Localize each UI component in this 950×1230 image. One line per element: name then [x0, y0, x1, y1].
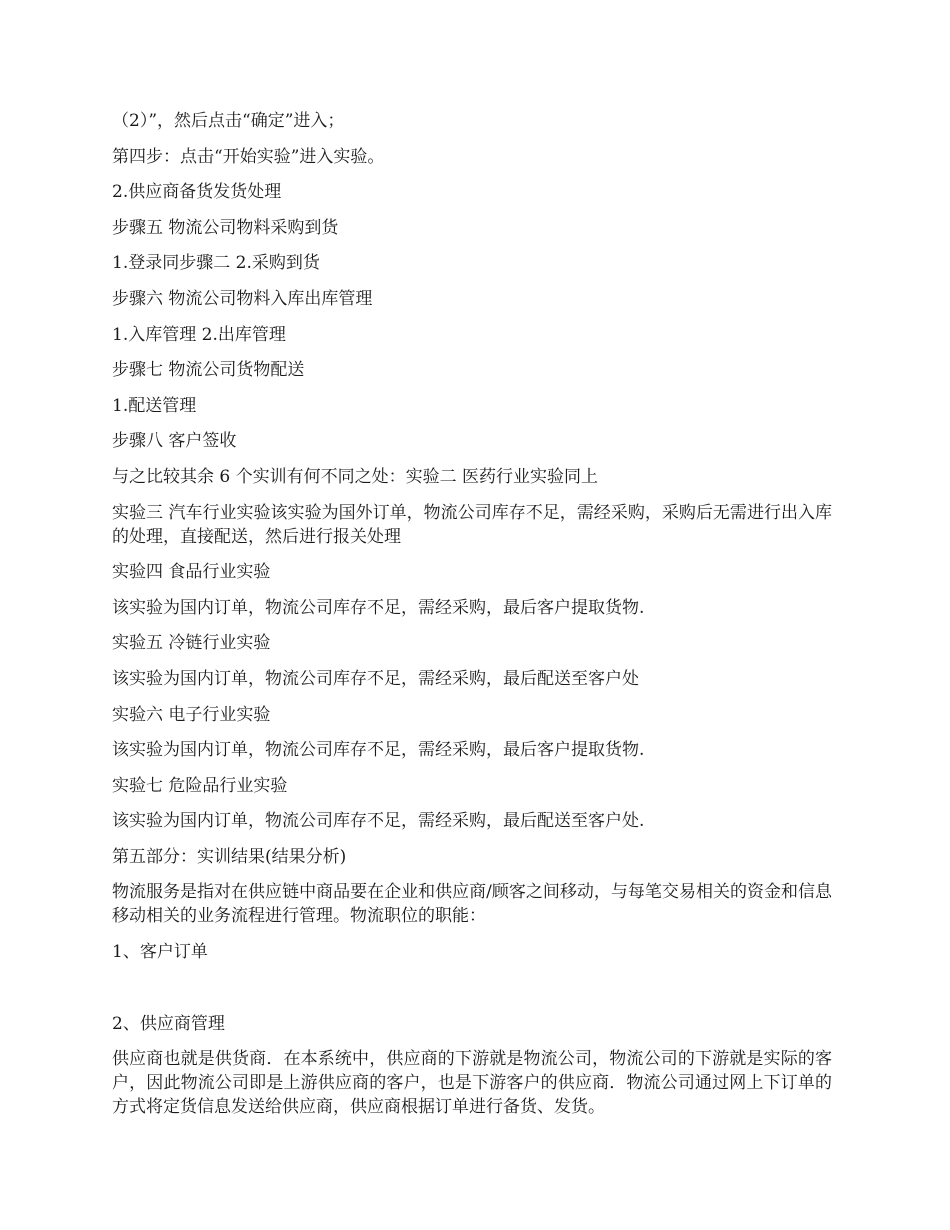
paragraph: 1.登录同步骤二 2.采购到货: [112, 253, 320, 274]
paragraph: 物流服务是指对在供应链中商品要在企业和供应商/顾客之间移动，与每笔交易相关的资金和信息移动相关的业务流程进行管理。物流职位的职能：: [112, 882, 832, 927]
paragraph: 实验四 食品行业实验: [112, 562, 271, 583]
paragraph: 实验三 汽车行业实验该实验为国外订单，物流公司库存不足，需经采购，采购后无需进行出入库的处理，直接配送，然后进行报关处理: [112, 502, 832, 547]
paragraph: 实验五 冷链行业实验: [112, 633, 271, 654]
document-page: [112, 109, 832, 1131]
paragraph: 1.入库管理 2.出库管理: [112, 324, 286, 345]
paragraph: 与之比较其余 6 个实训有何不同之处：实验二 医药行业实验同上: [112, 466, 599, 487]
paragraph: 2.供应商备货发货处理: [112, 182, 282, 203]
paragraph: 1.配送管理: [112, 395, 197, 416]
paragraph: 1、客户订单: [112, 942, 208, 963]
paragraph: 第四步：点击“开始实验”进入实验。: [112, 146, 385, 167]
paragraph: 该实验为国内订单，物流公司库存不足，需经采购，最后客户提取货物.: [112, 740, 645, 761]
paragraph: （2）”，然后点击“确定”进入；: [112, 111, 345, 131]
blank-space: [112, 976, 832, 1012]
paragraph: 该实验为国内订单，物流公司库存不足，需经采购，最后配送至客户处: [112, 668, 639, 689]
paragraph: 步骤五 物流公司物料采购到货: [112, 217, 339, 238]
paragraph: 实验七 危险品行业实验: [112, 775, 288, 796]
paragraph: 步骤六 物流公司物料入库出库管理: [112, 288, 373, 309]
paragraph: 步骤八 客户签收: [112, 431, 237, 452]
paragraph: 第五部分：实训结果(结果分析): [112, 846, 347, 867]
paragraph: 该实验为国内订单，物流公司库存不足，需经采购，最后配送至客户处.: [112, 811, 645, 832]
paragraph: 实验六 电子行业实验: [112, 704, 271, 725]
paragraph: 步骤七 物流公司货物配送: [112, 360, 305, 381]
paragraph: 供应商也就是供货商．在本系统中，供应商的下游就是物流公司，物流公司的下游就是实际的客户，因此物流公司即是上游供应商的客户，也是下游客户的供应商．物流公司通过网上下订单的方式将定货信息发送给供应商，供应商根据订单进行备货、发货。: [112, 1049, 832, 1118]
paragraph: 该实验为国内订单，物流公司库存不足，需经采购，最后客户提取货物.: [112, 597, 645, 618]
paragraph: 2、供应商管理: [112, 1013, 225, 1034]
